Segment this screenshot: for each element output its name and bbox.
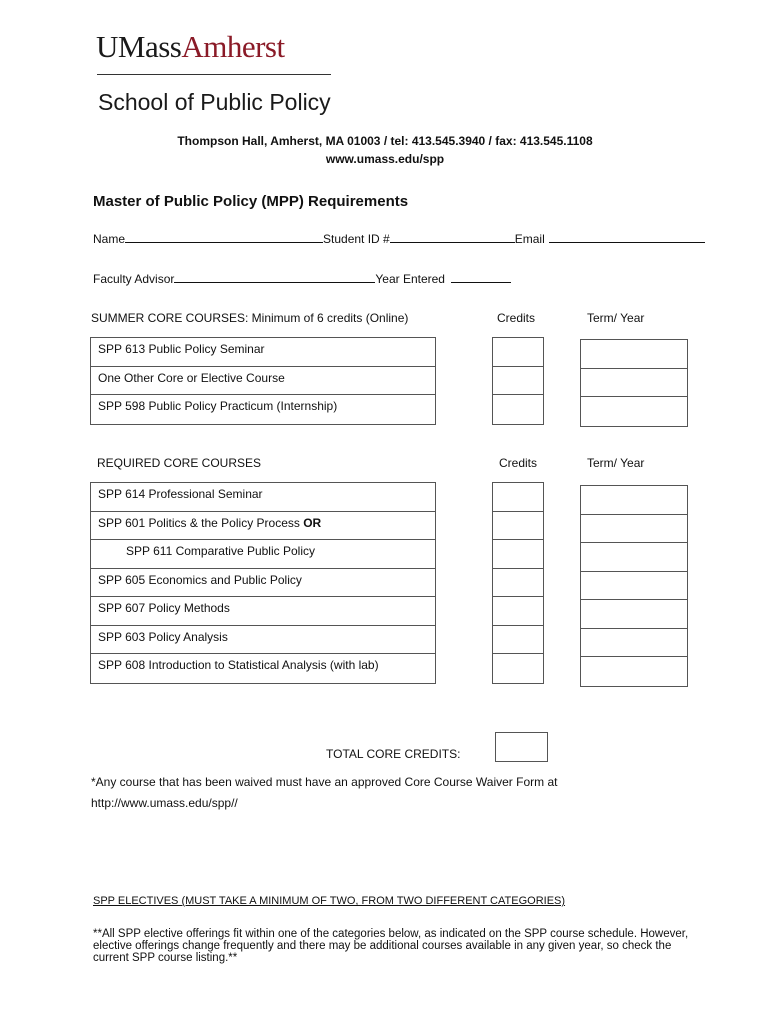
course-row: SPP 614 Professional Seminar bbox=[91, 483, 435, 512]
email-label: Email bbox=[514, 232, 545, 246]
term-year-input[interactable] bbox=[581, 600, 687, 629]
school-name: School of Public Policy bbox=[98, 89, 331, 115]
waiver-note: *Any course that has been waived must have an approved Core Course Waiver Form at bbox=[91, 775, 558, 789]
name-label: Name bbox=[93, 232, 126, 246]
course-row: SPP 607 Policy Methods bbox=[91, 597, 435, 626]
required-credits-column bbox=[492, 482, 544, 684]
summer-course-table bbox=[90, 337, 436, 425]
credits-input[interactable] bbox=[493, 626, 543, 655]
credits-input[interactable] bbox=[493, 338, 543, 367]
logo-amherst-text: Amherst bbox=[181, 29, 285, 64]
or-label: OR bbox=[303, 515, 322, 530]
credits-input[interactable] bbox=[493, 597, 543, 626]
faculty-advisor-field[interactable] bbox=[174, 272, 375, 283]
summer-heading: SUMMER CORE COURSES: Minimum of 6 credits (Online) bbox=[91, 311, 409, 325]
course-row: SPP 598 Public Policy Practicum (Internship) bbox=[98, 399, 338, 413]
term-year-input[interactable] bbox=[581, 629, 687, 658]
term-year-input[interactable] bbox=[581, 369, 687, 398]
logo-divider bbox=[97, 74, 331, 75]
form-title: Master of Public Policy (MPP) Requirements bbox=[93, 193, 409, 210]
summer-term-column bbox=[580, 339, 688, 427]
credits-input[interactable] bbox=[493, 367, 543, 396]
electives-heading: SPP ELECTIVES (MUST TAKE A MINIMUM OF TWO, FROM TWO DIFFERENT CATEGORIES) bbox=[93, 895, 566, 907]
term-year-input[interactable] bbox=[581, 572, 687, 601]
student-id-label: Student ID # bbox=[323, 232, 390, 246]
summer-credits-header: Credits bbox=[497, 311, 536, 325]
course-row: SPP 603 Policy Analysis bbox=[91, 626, 435, 655]
year-entered-label: Year Entered bbox=[375, 272, 445, 286]
credits-input[interactable] bbox=[493, 540, 543, 569]
student-id-field[interactable] bbox=[390, 232, 515, 243]
advisor-line bbox=[93, 271, 511, 287]
course-row: SPP 611 Comparative Public Policy bbox=[91, 540, 435, 569]
electives-note: **All SPP elective offerings fit within one of the categories below, as indicated on the SPP course schedule. However, elective offerings change frequently and there may be additional courses available in any given year, so check the current SPP course listing.** bbox=[93, 928, 689, 964]
course-row: SPP 605 Economics and Public Policy bbox=[91, 569, 435, 598]
term-year-input[interactable] bbox=[581, 657, 687, 686]
credits-input[interactable] bbox=[493, 395, 543, 424]
term-year-input[interactable] bbox=[581, 397, 687, 426]
umass-amherst-logo bbox=[96, 30, 285, 64]
name-field[interactable] bbox=[125, 232, 323, 243]
required-course-table bbox=[90, 482, 436, 684]
course-row: SPP 613 Public Policy Seminar bbox=[91, 338, 435, 367]
summer-credits-column bbox=[492, 337, 544, 425]
term-year-input[interactable] bbox=[581, 340, 687, 369]
website-line: www.umass.edu/spp bbox=[325, 152, 445, 166]
credits-input[interactable] bbox=[493, 512, 543, 541]
course-name: SPP 601 Politics & the Policy Process bbox=[98, 515, 304, 530]
course-row bbox=[91, 512, 435, 541]
course-row: SPP 608 Introduction to Statistical Analysis (with lab) bbox=[98, 658, 379, 672]
required-heading: REQUIRED CORE COURSES bbox=[97, 456, 262, 470]
term-year-input[interactable] bbox=[581, 543, 687, 572]
required-term-header: Term/ Year bbox=[587, 456, 645, 470]
required-term-column bbox=[580, 485, 688, 687]
credits-input[interactable] bbox=[493, 483, 543, 512]
year-entered-field[interactable] bbox=[451, 272, 511, 283]
student-info-line bbox=[93, 231, 705, 247]
address-line: Thompson Hall, Amherst, MA 01003 / tel: 413.545.3940 / fax: 413.545.1108 bbox=[177, 134, 593, 148]
faculty-advisor-label: Faculty Advisor bbox=[93, 272, 175, 286]
email-field[interactable] bbox=[549, 232, 705, 243]
course-row: One Other Core or Elective Course bbox=[91, 367, 435, 396]
term-year-input[interactable] bbox=[581, 486, 687, 515]
logo-umass-text: UMass bbox=[96, 29, 182, 64]
waiver-link[interactable]: http://www.umass.edu/spp// bbox=[91, 796, 238, 810]
summer-term-header: Term/ Year bbox=[587, 311, 645, 325]
credits-input[interactable] bbox=[493, 654, 543, 683]
credits-input[interactable] bbox=[493, 569, 543, 598]
total-credits-input[interactable] bbox=[495, 732, 548, 762]
term-year-input[interactable] bbox=[581, 515, 687, 544]
required-credits-header: Credits bbox=[499, 456, 538, 470]
total-credits-label: TOTAL CORE CREDITS: bbox=[326, 747, 461, 761]
